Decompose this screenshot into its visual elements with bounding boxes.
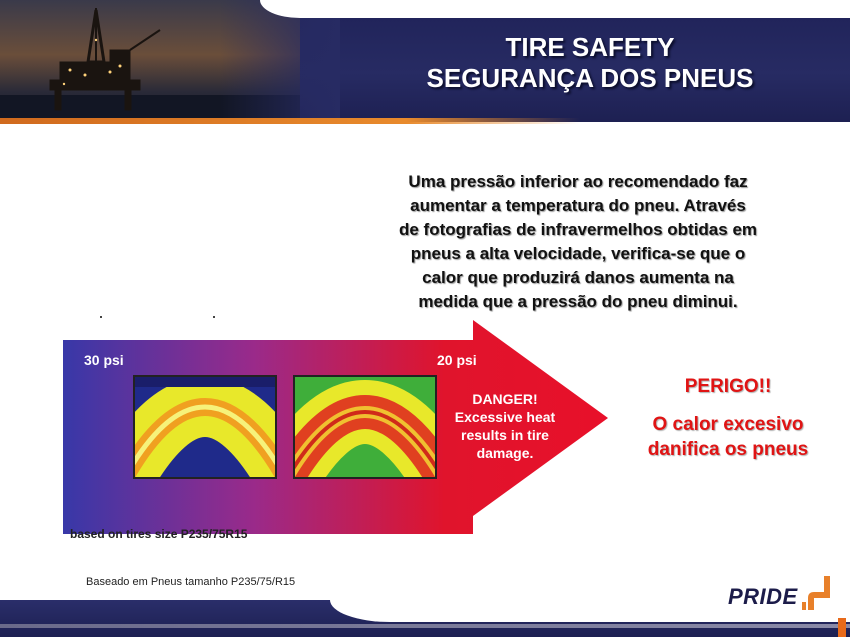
caption-english: based on tires size P235/75R15 xyxy=(70,527,248,541)
description-line: calor que produzirá danos aumenta na xyxy=(422,268,734,287)
description-line: Uma pressão inferior ao recomendado faz xyxy=(408,172,748,191)
description-paragraph xyxy=(368,170,788,314)
stray-dot xyxy=(100,316,102,318)
caption-portuguese: Baseado em Pneus tamanho P235/75/R15 xyxy=(86,576,296,588)
description-line: medida que a pressão do pneu diminui. xyxy=(418,292,738,311)
page-title-en: TIRE SAFETY xyxy=(505,32,675,62)
stray-dot xyxy=(213,316,215,318)
psi-high-label: 30 psi xyxy=(84,352,124,368)
page-title-pt: SEGURANÇA DOS PNEUS xyxy=(426,63,754,93)
pride-logo-icon xyxy=(800,572,836,612)
danger-line: DANGER! xyxy=(472,391,538,407)
description-line: aumentar a temperatura do pneu. Através xyxy=(410,196,746,215)
description-line: de fotografias de infravermelhos obtidas em xyxy=(398,220,758,239)
danger-line: Excessive heat xyxy=(454,409,556,425)
infrared-tire-30psi xyxy=(133,375,277,479)
danger-message xyxy=(440,390,570,462)
warning-line: O calor excesivo xyxy=(652,414,804,435)
danger-line: results in tire xyxy=(461,427,549,443)
header-fade xyxy=(220,0,340,122)
infrared-tire-20psi xyxy=(293,375,437,479)
header-top-edge xyxy=(260,0,850,18)
psi-low-label: 20 psi xyxy=(437,352,477,368)
danger-line: damage. xyxy=(476,445,534,461)
footer-orange-mark xyxy=(838,618,846,637)
footer-stripe xyxy=(0,624,850,628)
warning-line: danifica os pneus xyxy=(647,439,809,460)
pride-logo-text: PRIDE xyxy=(728,584,798,609)
warning-title: PERIGO!! xyxy=(684,376,772,397)
description-line: pneus a alta velocidade, verifica-se que o xyxy=(410,244,746,263)
header-orange-stripe xyxy=(0,118,580,124)
